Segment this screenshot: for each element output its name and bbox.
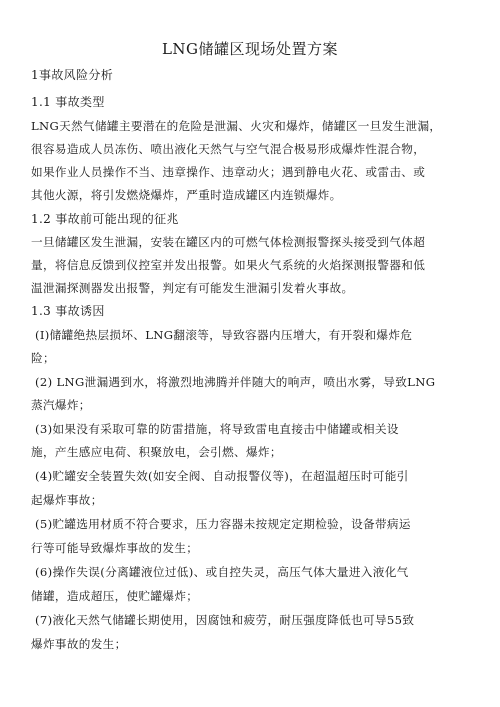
list-item-line: 起爆炸事故； bbox=[31, 493, 103, 507]
paragraph-line: 很容易造成人员冻伤、喷出液化天然气与空气混合极易形成爆炸性混合物， bbox=[31, 142, 426, 156]
list-item-line: 施，产生感应电荷、积聚放电，会引燃、爆炸； bbox=[31, 445, 282, 459]
section-1-1-heading: 1.1 事故类型 bbox=[31, 95, 105, 109]
paragraph-line: 其他火源，将引发燃烧爆炸，严重时造成罐区内连锁爆炸。 bbox=[31, 188, 342, 202]
list-item-line: (5)贮罐选用材质不符合要求，压力容器未按规定定期检验，设备带病运 bbox=[35, 517, 411, 531]
list-item-line: (2) LNG泄漏遇到水，将激烈地沸腾并伴随大的响声，喷出水雾，导致LNG bbox=[35, 375, 436, 389]
section-1-2-heading: 1.2 事故前可能出现的征兆 bbox=[31, 212, 179, 226]
section-1-heading: 1事故风险分析 bbox=[31, 68, 114, 82]
list-item-line: (7)液化天然气储罐长期使用，因腐蚀和疲劳，耐压强度降低也可导55致 bbox=[35, 613, 415, 627]
paragraph-line: 量，将信息反馈到仪控室并发出报警。如果火气系统的火焰探测报警器和低 bbox=[31, 258, 426, 272]
list-item-line: (6)操作失误(分离罐液位过低)、或自控失灵，高压气体大量进入液化气 bbox=[35, 565, 409, 579]
paragraph-line: 温泄漏探测器发出报警，判定有可能发生泄漏引发着火事故。 bbox=[31, 281, 354, 295]
paragraph-line: LNG天然气储罐主要潜在的危险是泄漏、火灾和爆炸，储罐区一旦发生泄漏， bbox=[31, 119, 442, 133]
list-item-line: 爆炸事故的发生； bbox=[31, 637, 127, 651]
list-item-line: 储罐，造成超压，使贮罐爆炸； bbox=[31, 589, 199, 603]
list-item-line: (4)贮罐安全装置失效(如安全阀、自动报警仪等)，在超温超压时可能引 bbox=[35, 469, 409, 483]
list-item-line: 险； bbox=[31, 351, 55, 365]
paragraph-line: 一旦储罐区发生泄漏，安装在罐区内的可燃气体检测报警探头接受到气体超 bbox=[31, 235, 426, 249]
list-item-line: 行等可能导致爆炸事故的发生； bbox=[31, 541, 199, 555]
list-item-line: 蒸汽爆炸； bbox=[31, 398, 91, 412]
list-item-line: (I)储罐绝热层损坏、LNG翻滚等，导致容器内压增大，有开裂和爆炸危 bbox=[35, 328, 413, 342]
list-item-line: (3)如果没有采取可靠的防雷措施，将导致雷电直接击中储罐或相关设 bbox=[35, 422, 399, 436]
document-title: LNG储罐区现场处置方案 bbox=[161, 40, 339, 58]
paragraph-line: 如果作业人员操作不当、违章操作、违章动火；遇到静电火花、或雷击、或 bbox=[31, 165, 426, 179]
section-1-3-heading: 1.3 事故诱因 bbox=[31, 304, 105, 318]
